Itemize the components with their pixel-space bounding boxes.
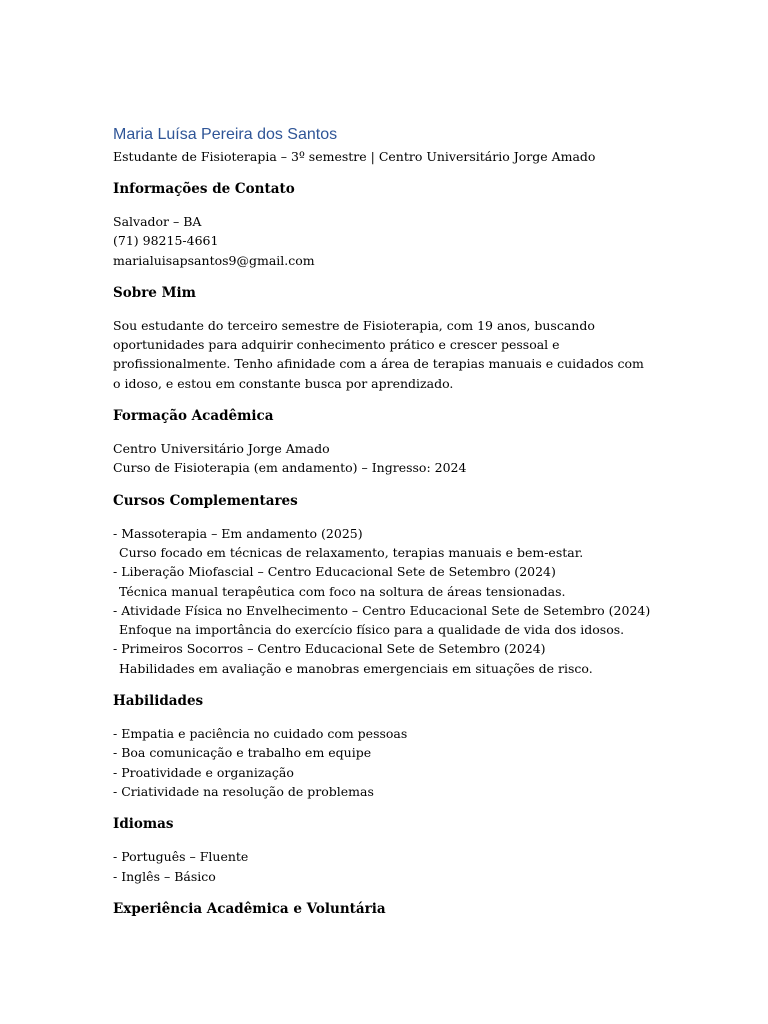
candidate-name: Maria Luísa Pereira dos Santos [113, 126, 338, 143]
course-item-name: - Primeiros Socorros – Centro Educacional Sete de Setembro (2024) [113, 641, 546, 657]
course-item-desc: Enfoque na importância do exercício físico para a qualidade de vida dos idosos. [119, 622, 625, 638]
skill-item: - Boa comunicação e trabalho em equipe [113, 745, 372, 761]
skills-section [113, 692, 673, 801]
about-text: Sou estudante do terceiro semestre de Fisioterapia, com 19 anos, buscando oportunidades para adquirir conhecimento prático e crescer pessoal e profissionalmente. Tenho afinidade com a área de terapias manuais e cuidados com o idoso, e estou em constante busca por aprendizado. [113, 317, 644, 391]
courses-title: Cursos Complementares [113, 492, 298, 509]
contact-email: marialuisapsantos9@gmail.com [113, 252, 315, 268]
language-item: - Inglês – Básico [113, 868, 216, 884]
languages-section [113, 815, 673, 886]
languages-title: Idiomas [113, 816, 174, 833]
about-title: Sobre Mim [113, 284, 196, 301]
language-item: - Português – Fluente [113, 849, 249, 865]
education-institution: Centro Universitário Jorge Amado [113, 441, 330, 457]
skill-item: - Proatividade e organização [113, 764, 294, 780]
skill-item: - Criatividade na resolução de problemas [113, 783, 374, 799]
experience-title: Experiência Acadêmica e Voluntária [113, 900, 386, 917]
about-section [113, 284, 673, 393]
education-course: Curso de Fisioterapia (em andamento) – Ingresso: 2024 [113, 460, 467, 476]
contact-phone: (71) 98215-4661 [113, 233, 219, 249]
resume-document [113, 124, 673, 919]
contact-section [113, 180, 673, 270]
course-item-name: - Atividade Física no Envelhecimento – Centro Educacional Sete de Setembro (2024) [113, 602, 651, 618]
course-item-desc: Habilidades em avaliação e manobras emergenciais em situações de risco. [119, 660, 593, 676]
experience-section [113, 900, 673, 919]
course-item-desc: Curso focado em técnicas de relaxamento, terapias manuais e bem-estar. [119, 544, 584, 560]
skill-item: - Empatia e paciência no cuidado com pessoas [113, 726, 408, 742]
courses-section [113, 492, 673, 678]
course-item-desc: Técnica manual terapêutica com foco na soltura de áreas tensionadas. [119, 583, 566, 599]
candidate-subtitle: Estudante de Fisioterapia – 3º semestre | Centro Universitário Jorge Amado [113, 149, 596, 164]
skills-title: Habilidades [113, 693, 204, 710]
contact-title: Informações de Contato [113, 181, 295, 197]
education-title: Formação Acadêmica [113, 408, 274, 425]
education-section [113, 407, 673, 478]
course-item-name: - Liberação Miofascial – Centro Educacional Sete de Setembro (2024) [113, 564, 556, 580]
contact-city: Salvador – BA [113, 214, 202, 229]
course-item-name: - Massoterapia – Em andamento (2025) [113, 525, 363, 541]
